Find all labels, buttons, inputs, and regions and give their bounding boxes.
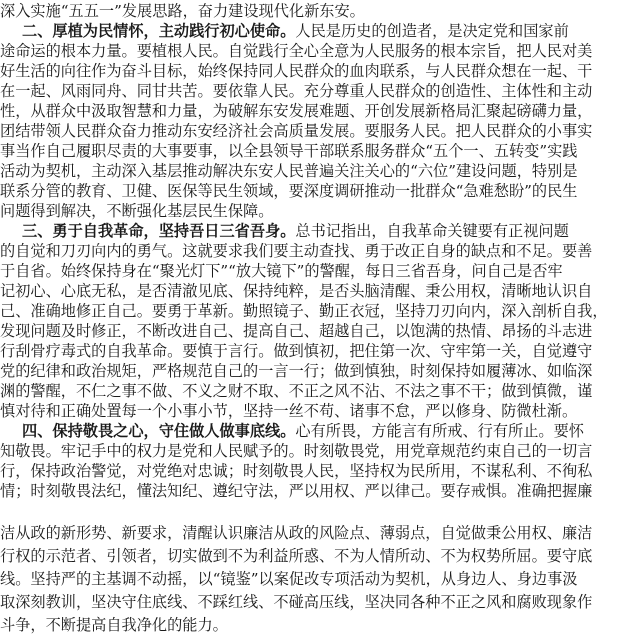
text-line: 行权的示范者、引领者，切实做到不为利益所惑、不为人情所动、不为权势所屈。要守底 <box>0 547 593 565</box>
text-line: 情；时刻敬畏法纪，懂法知纪、遵纪守法，严以用权、严以律己。要存戒惧。准确把握廉 <box>0 482 593 500</box>
text-line: 行，保持政治警觉，对党绝对忠诚；时刻敬畏人民，坚持权为民所用，不谋私利、不徇私 <box>0 462 593 480</box>
text-line: 记初心、心底无私，是否清澈见底、保持纯粹，是否头脑清醒、秉公用权，清晰地认识自 <box>0 282 593 300</box>
text-line: 深入实施“五五一”发展思路，奋力建设现代化新东安。 <box>0 2 365 20</box>
text-line: 洁从政的新形势、新要求，清醒认识廉洁从政的风险点、薄弱点，自觉做秉公用权、廉洁 <box>0 524 593 542</box>
section-two-text: 人民是历史的创造者，是决定党和国家前 <box>295 22 569 40</box>
text-line: 于自省。始终保持身在“聚光灯下”“放大镜下”的警醒，每日三省吾身，问自己是否牢 <box>0 262 563 280</box>
text-line: 行刮骨疗毒式的自我革命。要慎于言行。做到慎初，把住第一次、守牢第一关，自觉遵守 <box>0 342 593 360</box>
section-three-title: 三、勇于自我革命，坚持吾日三省吾身。 <box>22 222 296 240</box>
text-line: 渊的警醒，不仁之事不做、不义之财不取、不正之风不沾、不法之事不干；做到慎微，谨 <box>0 382 593 400</box>
text-line: 团结带领人民群众奋力推动东安经济社会高质量发展。要服务人民。把人民群众的小事实 <box>0 122 593 140</box>
text-line: 党的纪律和政治规矩，严格规范自己的一言一行；做到慎独，时刻保持如履薄冰、如临深 <box>0 362 593 380</box>
section-four-title: 四、保持敬畏之心，守住做人做事底线。 <box>22 422 296 440</box>
text-line: 性，从群众中汲取智慧和力量，为破解东安发展难题、开创发展新格局汇聚起磅礴力量， <box>0 102 593 120</box>
text-line: 发现问题及时修正，不断改进自己、提高自己、超越自己，以饱满的热情、昂扬的斗志进 <box>0 322 593 340</box>
text-line: 问题得到解决，不断强化基层民生保障。 <box>0 202 274 220</box>
text-line: 己、准确地修正自己。要勇于革新。勤照镜子、勤正衣冠，坚持刀刃向内，深入剖析自我， <box>0 302 608 320</box>
text-line: 事当作自己履职尽责的大事要事，以全县领导干部联系服务群众“五个一、五转变”实践 <box>0 142 578 160</box>
text-line: 联系分管的教育、卫健、医保等民生领域，要深度调研推动一批群众“急难愁盼”的民生 <box>0 182 578 200</box>
text-line: 途命运的根本力量。要植根人民。自觉践行全心全意为人民服务的根本宗旨，把人民对美 <box>0 42 593 60</box>
text-line: 知敬畏。牢记手中的权力是党和人民赋予的。时刻敬畏党，用党章规范约束自己的一切言 <box>0 442 593 460</box>
section-two-title: 二、厚植为民情怀，主动践行初心使命。 <box>22 22 296 40</box>
text-line: 好生活的向往作为奋斗目标，始终保持同人民群众的血肉联系，与人民群众想在一起、干 <box>0 62 593 80</box>
text-line: 慎对待和正确处置每一个小事小节，坚持一丝不苟、诸事不怠，严以修身、防微杜渐。 <box>0 402 578 420</box>
text-line: 的自觉和刀刃向内的勇气。这就要求我们要主动查找、勇于改正自身的缺点和不足。要善 <box>0 242 593 260</box>
text-line: 斗争，不断提高自我净化的能力。 <box>0 616 228 634</box>
section-four-text: 心有所畏，方能言有所戒、行有所止。要怀 <box>295 422 584 440</box>
text-line: 取深刻教训，坚决守住底线、不踩红线、不碰高压线，坚决同各种不正之风和腐败现象作 <box>0 593 593 611</box>
text-line: 线。坚持严的主基调不动摇，以“镜鉴”以案促改专项活动为契机，从身边人、身边事汲 <box>0 570 578 588</box>
text-line: 活动为契机，主动深入基层推动解决东安人民普遍关注关心的“六位”建设问题，特别是 <box>0 162 578 180</box>
text-line: 在一起、风雨同舟、同甘共苦。要依靠人民。充分尊重人民群众的创造性、主体性和主动 <box>0 82 593 100</box>
section-three-text: 总书记指出，自我革命关键要有正视问题 <box>295 222 569 240</box>
